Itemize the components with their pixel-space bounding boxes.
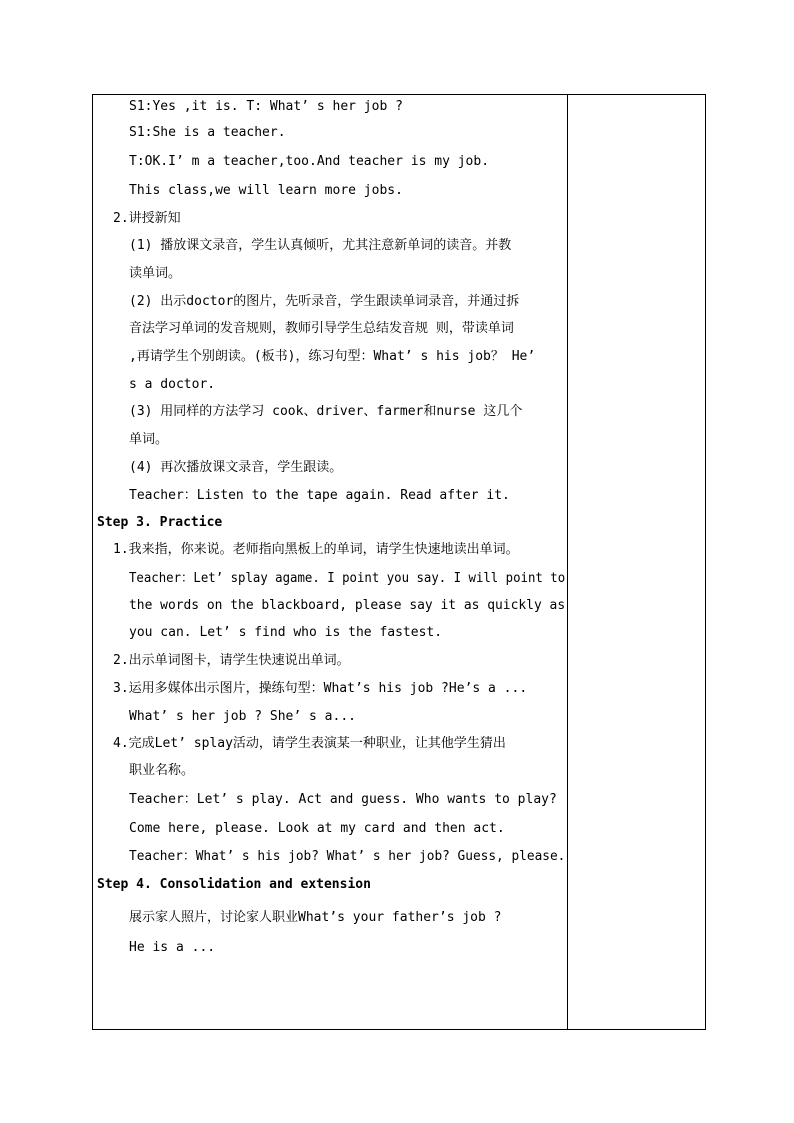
- text-line: the words on the blackboard, please say it as quickly as: [129, 598, 566, 613]
- text-line: (2) 出示doctor的图片，先听录音，学生跟读单词录音，并通过拆: [129, 294, 520, 309]
- text-line: (4) 再次播放课文录音，学生跟读。: [129, 460, 343, 475]
- text-line: Teacher：Listen to the tape again. Read after it.: [129, 488, 510, 503]
- text-line: Teacher：Let’ splay agame. I point you say. I will point to: [129, 571, 566, 586]
- text-line: T:OK.I’ m a teacher,too.And teacher is my job.: [129, 154, 490, 169]
- text-line: Teacher：What’ s his job? What’ s her job? Guess, please.: [129, 849, 566, 864]
- list-item: 2.出示单词图卡，请学生快速说出单词。: [113, 653, 350, 668]
- text-line: 读单词。: [129, 266, 182, 281]
- section-heading: Step 4. Consolidation and extension: [97, 877, 371, 892]
- text-line: Teacher：Let’ s play. Act and guess. Who wants to play?: [129, 792, 557, 807]
- list-item: 4.完成Let’ splay活动，请学生表演某一种职业，让其他学生猜出: [113, 736, 506, 751]
- text-line: 职业名称。: [129, 763, 195, 778]
- list-item: 1.我来指，你来说。老师指向黑板上的单词，请学生快速地读出单词。: [113, 542, 519, 557]
- notes-column: [568, 95, 705, 1029]
- text-line: Come here, please. Look at my card and then act.: [129, 821, 505, 836]
- section-heading: Step 3. Practice: [97, 515, 223, 530]
- text-line: S1:She is a teacher.: [129, 125, 286, 140]
- text-line: What’ s her job ? She’ s a...: [129, 709, 356, 724]
- text-line: (3) 用同样的方法学习 cook、driver、farmer和nurse 这几个: [129, 404, 523, 419]
- text-line: 展示家人照片，讨论家人职业What’s your father’s job ?: [129, 910, 502, 925]
- text-line: 单词。: [129, 432, 169, 447]
- list-item: 2.讲授新知: [113, 211, 181, 226]
- text-line: you can. Let’ s find who is the fastest.: [129, 625, 443, 640]
- text-line: s a doctor.: [129, 377, 216, 392]
- lesson-plan-table: [92, 94, 706, 1030]
- text-line: S1:Yes ,it is. T: What’ s her job ?: [129, 99, 403, 114]
- text-line: (1) 播放课文录音，学生认真倾听，尤其注意新单词的读音。并教: [129, 238, 512, 253]
- text-line: This class,we will learn more jobs.: [129, 183, 403, 198]
- text-line: ,再请学生个别朗读。(板书)，练习句型：What’ s his job？ He’: [129, 349, 536, 364]
- text-line: 音法学习单词的发音规则，教师引导学生总结发音规 则，带读单词: [129, 321, 514, 336]
- text-line: He is a ...: [129, 940, 216, 955]
- list-item: 3.运用多媒体出示图片，操练句型：What’s his job ?He’s a ...: [113, 681, 528, 696]
